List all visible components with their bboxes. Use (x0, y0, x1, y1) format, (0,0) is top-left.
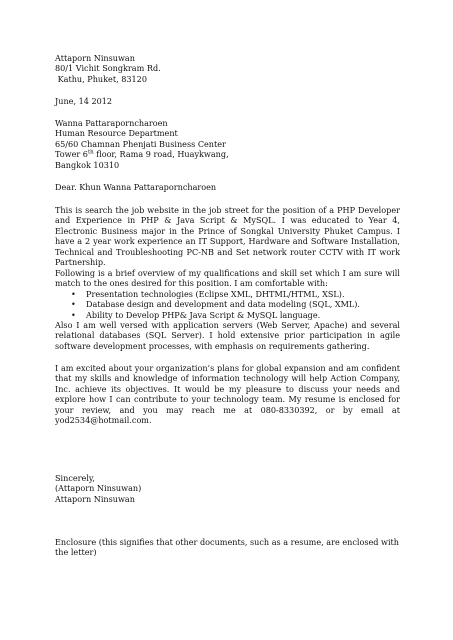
letter-date (55, 96, 400, 106)
enclosure-note (55, 537, 400, 558)
valediction: Sincerely, (55, 473, 95, 483)
paragraph-2-text: Following is a brief overview of my qualifications and skill set which I am sure will match to the ones desired for this position. I am comfortable with: (55, 268, 400, 289)
body-paragraph-2 (55, 268, 400, 351)
body-paragraph-4 (55, 363, 400, 425)
tower-prefix: Tower 6 (55, 149, 88, 160)
tower-suffix: floor, Rama 9 road, Huaykwang, (93, 149, 229, 160)
skills-list-item: • Presentation technologies (Eclipse XML, DHTML/HTML, XSL). (71, 289, 400, 299)
date-text: June, 14 2012 (55, 96, 113, 106)
tower-superscript: th (87, 149, 94, 156)
recipient-city: Bangkok 10310 (55, 159, 120, 170)
paragraph-1-text: This is search the job website in the job street for the position of a PHP Developer and Experience in PHP & Java Script & MySQL. I was educated to Year 4, Electronic Business major in the Prince of Songkal University Phuket Campus. I have a 2 year work experience an IT Support, Hardware and Software Installation, Technical and Troubleshooting PC-NB and Set network router CCTV with IT work Partnership. (55, 205, 400, 268)
paragraph-4-text: I am excited about your organization’s plans for global expansion and am confident that my skills and knowledge of information technology will help Action Company, Inc. achieve its objectives. It would be my pleasure to discuss your needs and explore how I can contribute to your technology team. My resume is enclosed for your review, and you may reach me at 080-8330392, or by email at yod2534@hotmail.com. (55, 363, 400, 426)
skills-list (55, 289, 400, 320)
recipient-name: Wanna Pattaraporncharoen (55, 118, 168, 128)
recipient-department: Human Resource Department (55, 128, 178, 139)
recipient-street: 65/60 Chamnan Phenjati Business Center (55, 138, 226, 149)
sender-street: 80/1 Vichit Songkram Rd. (55, 63, 161, 74)
closing (55, 473, 400, 504)
sender-city: Kathu, Phuket, 83120 (55, 73, 147, 84)
enclosure-text: Enclosure (this signifies that other documents, such as a resume, are enclosed with the letter) (55, 537, 400, 558)
salutation (55, 182, 400, 192)
recipient-address (55, 118, 400, 170)
body-paragraph-1 (55, 205, 400, 267)
recipient-tower (55, 149, 400, 159)
sender-name: Attaporn Ninsuwan (55, 53, 135, 63)
skills-list-item: • Database design and development and data modeling (SQL, XML). (71, 299, 400, 309)
typed-name: Attaporn Ninsuwan (55, 493, 135, 504)
salutation-text: Dear. Khun Wanna Pattaraporncharoen (55, 182, 217, 192)
paragraph-3-text: Also I am well versed with application servers (Web Server, Apache) and several relational databases (SQL Server). I hold extensive prior participation in agile software development processes, with emphasis on requirements gathering. (55, 320, 400, 351)
signature-name: (Attaporn Ninsuwan) (55, 483, 142, 494)
skills-list-item: • Ability to Develop PHP& Java Script & MySQL language. (71, 310, 400, 320)
sender-address (55, 53, 400, 84)
